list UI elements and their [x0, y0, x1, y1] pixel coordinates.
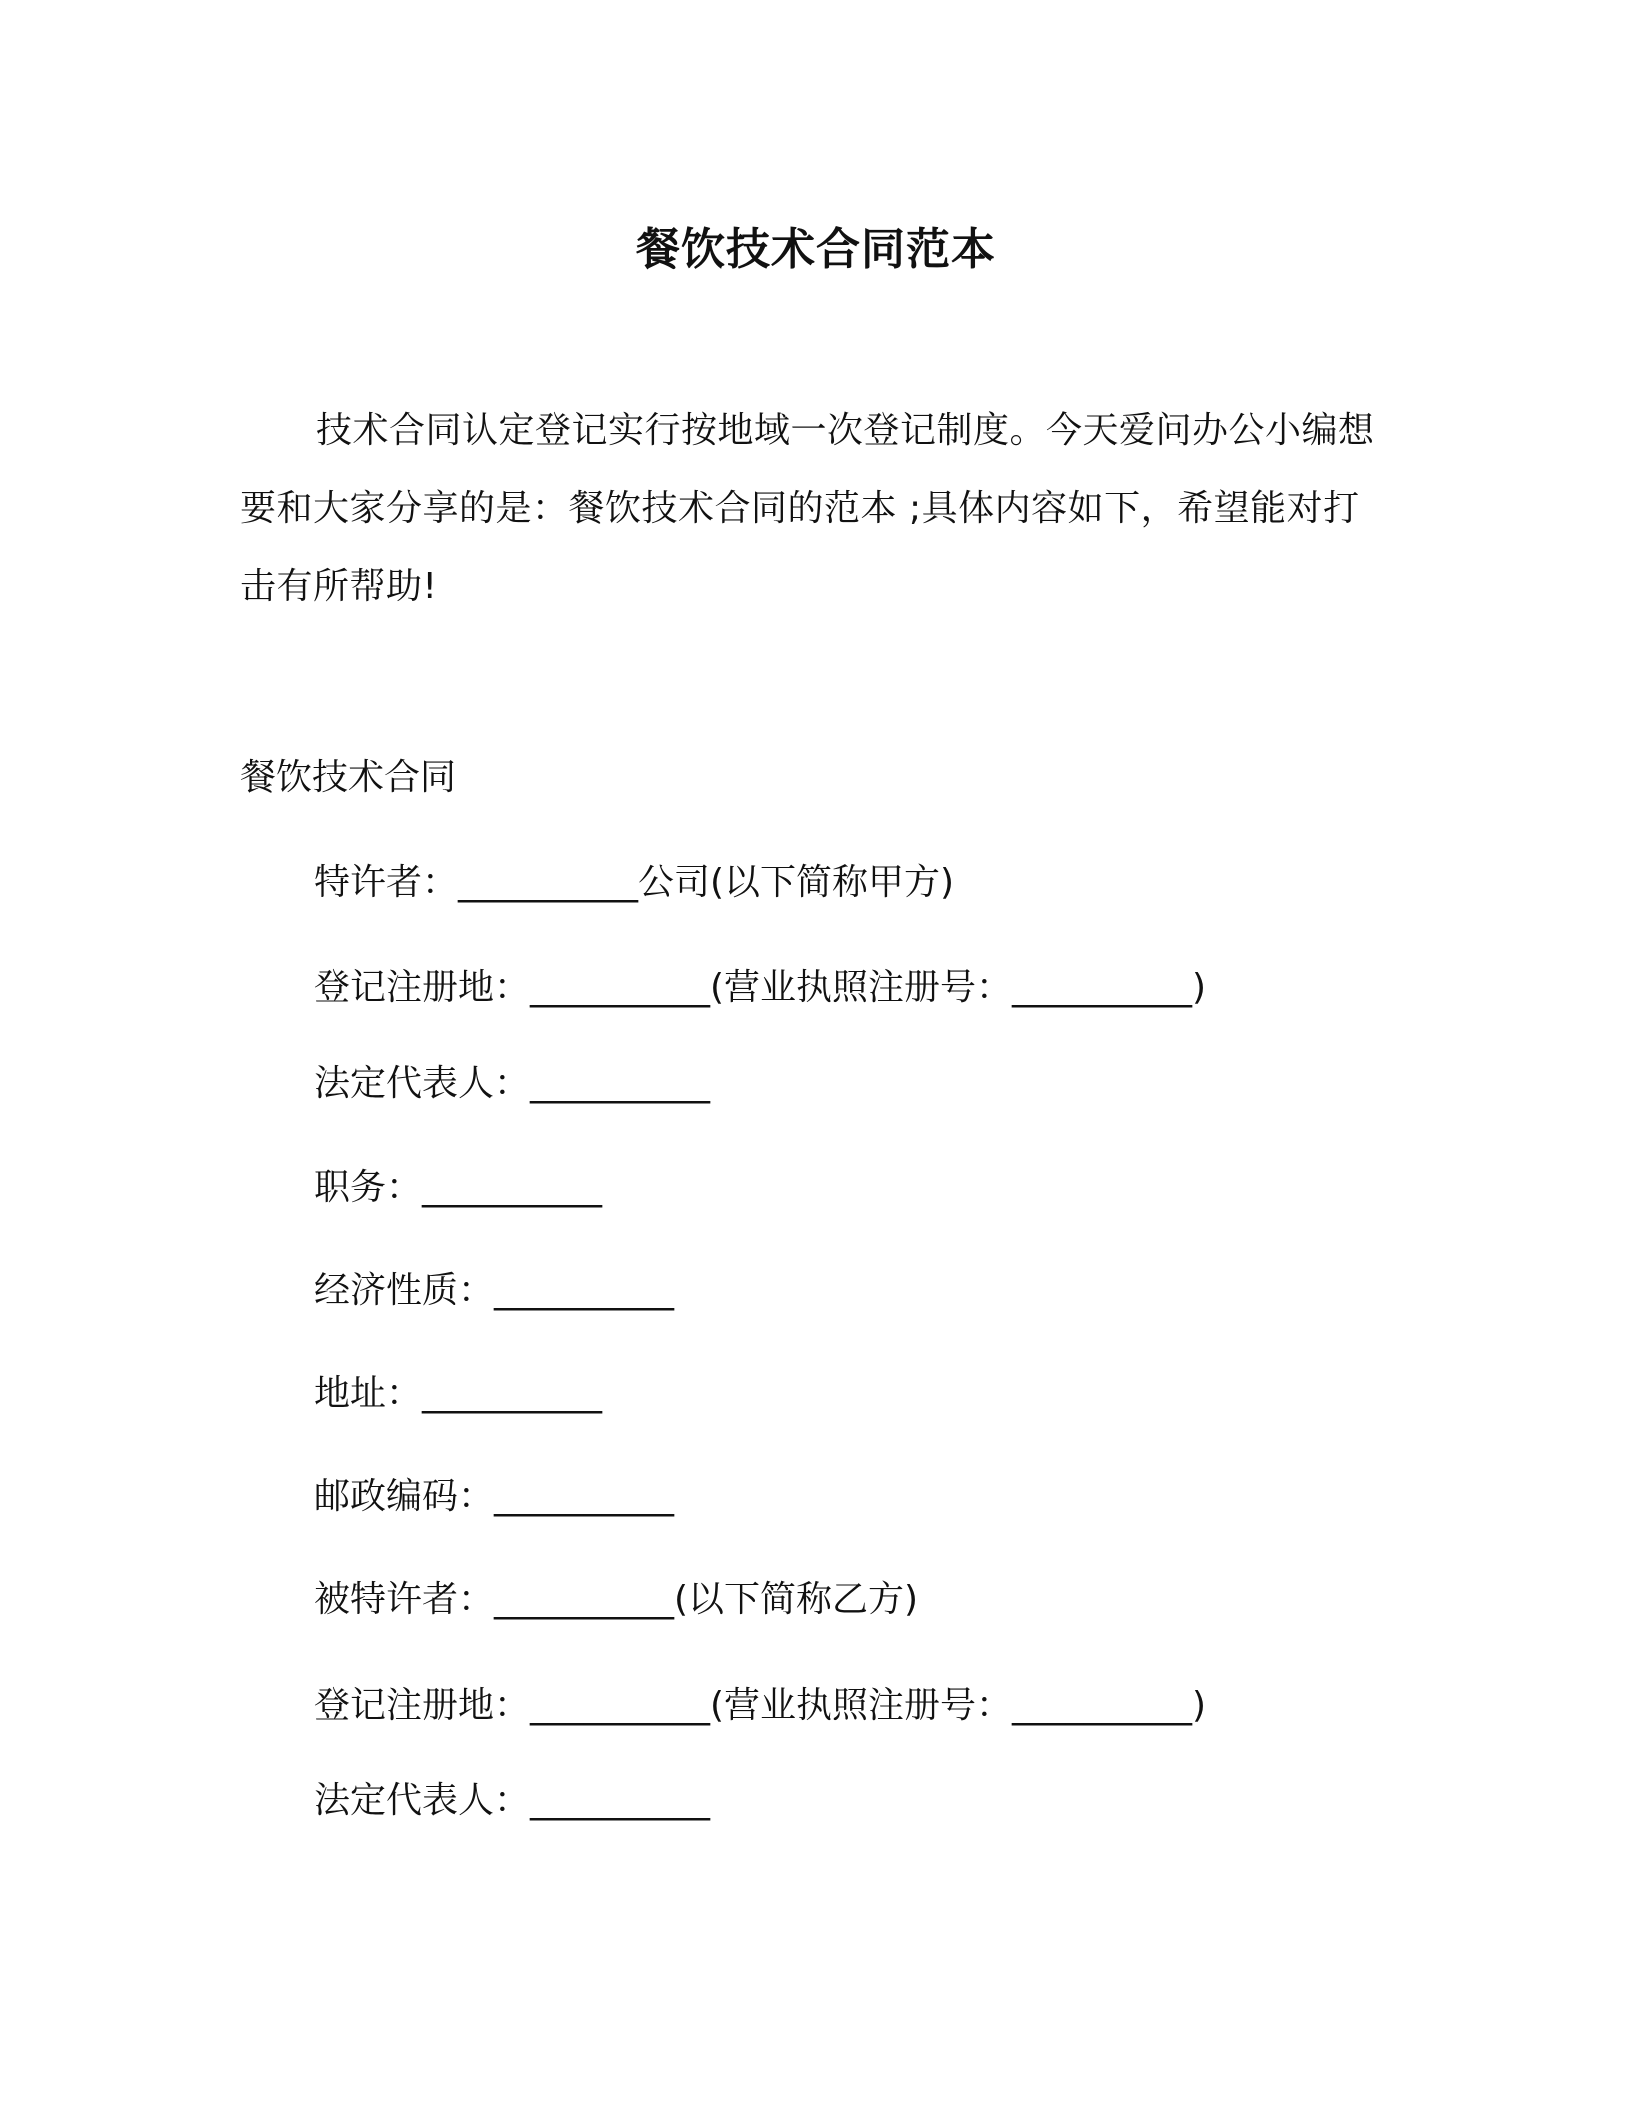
field-franchisee: 被特许者：__________(以下简称乙方): [314, 1579, 919, 1620]
field-legal-representative-b: 法定代表人：__________: [314, 1780, 711, 1821]
field-registration-place-a: 登记注册地：__________(营业执照注册号：__________): [314, 967, 1207, 1008]
field-postal-code: 邮政编码：__________: [314, 1476, 675, 1517]
document-title: 餐饮技术合同范本: [636, 224, 996, 275]
field-address: 地址：__________: [314, 1373, 603, 1414]
field-registration-place-b: 登记注册地：__________(营业执照注册号：__________): [314, 1685, 1207, 1726]
field-position: 职务：__________: [314, 1167, 603, 1208]
intro-paragraph: 技术合同认定登记实行按地域一次登记制度。今天爱问办公小编想要和大家分享的是：餐饮技术合同的范本 ;具体内容如下，希望能对打击有所帮助!: [240, 410, 1375, 607]
field-legal-representative-a: 法定代表人：__________: [314, 1063, 711, 1104]
field-franchisor: 特许者：__________公司(以下简称甲方): [314, 862, 955, 903]
section-heading: 餐饮技术合同: [240, 757, 457, 798]
field-economic-nature: 经济性质：__________: [314, 1270, 675, 1311]
